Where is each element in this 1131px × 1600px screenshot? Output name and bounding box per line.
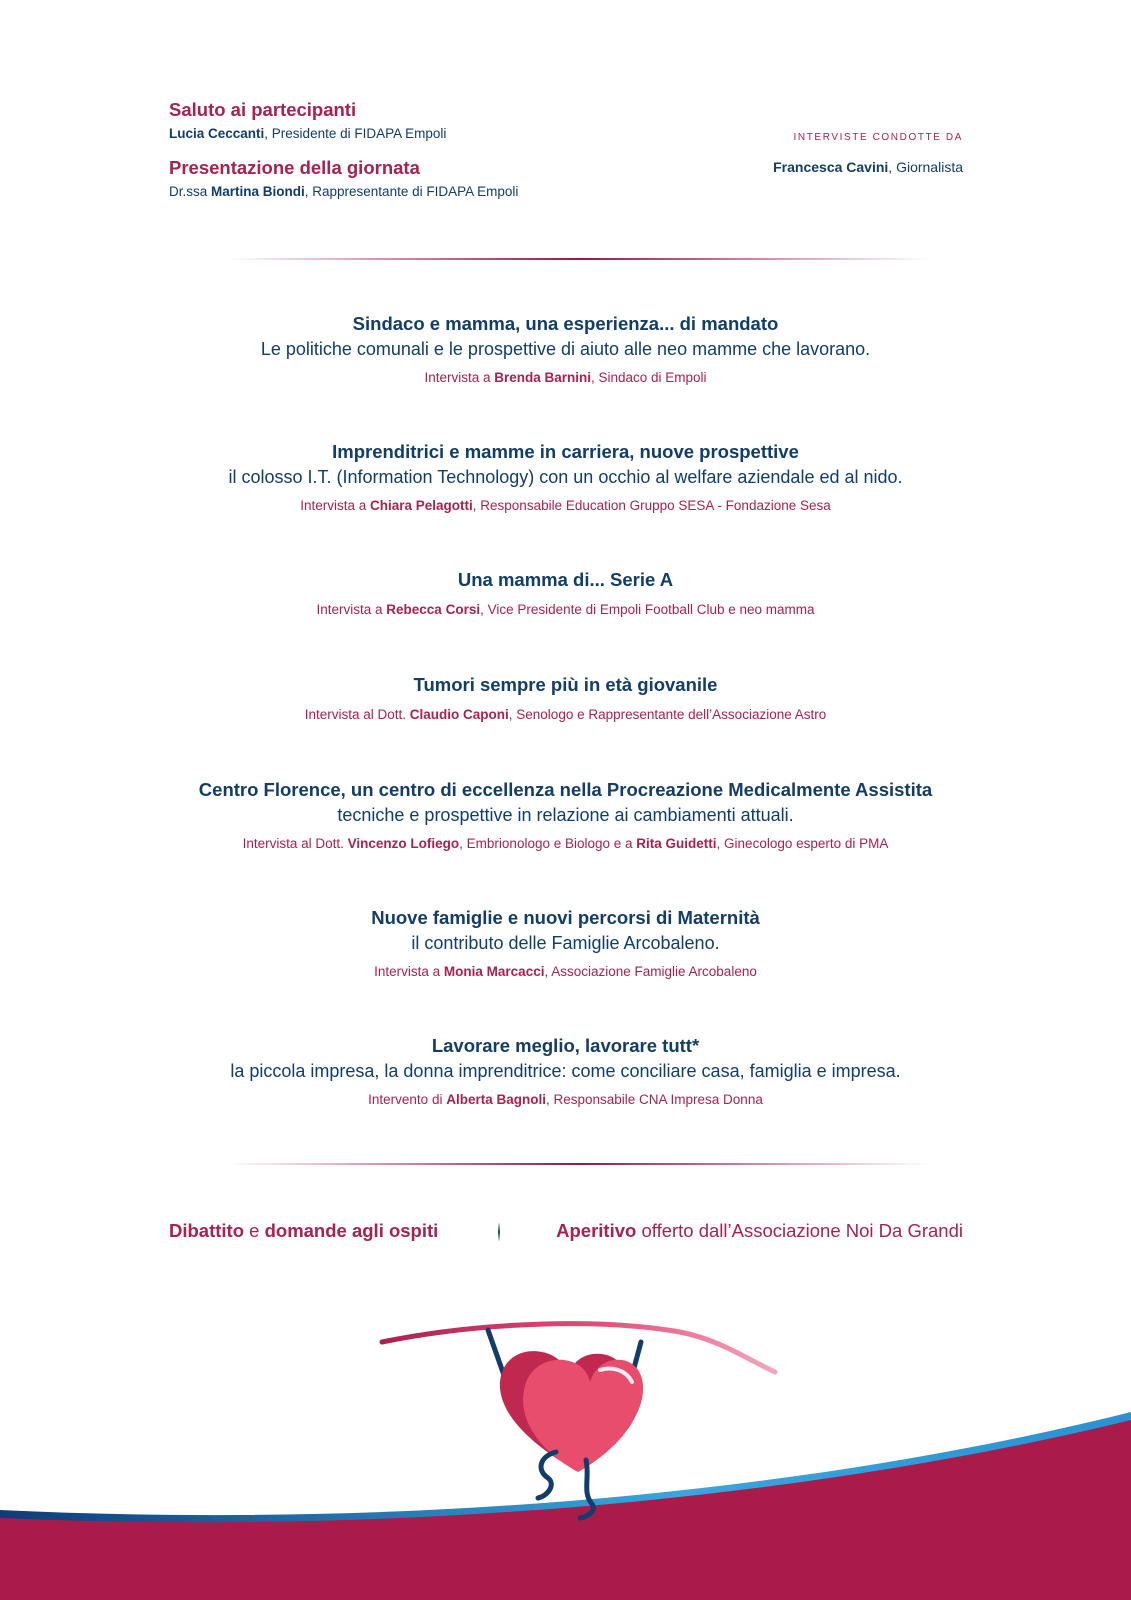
presentation-title: Presentazione della giornata <box>169 157 420 178</box>
guest-role-2: , Ginecologo esperto di PMA <box>716 836 889 851</box>
guest-name-2: Rita Guidetti <box>636 836 717 851</box>
program-item-guest <box>0 706 1131 724</box>
interviewer-name: Francesca Cavini <box>773 159 889 175</box>
aperitivo-text: offerto dall’Associazione Noi Da Grandi <box>636 1220 963 1241</box>
guest-prefix: Intervista al Dott. <box>242 836 348 851</box>
presentation-speaker-name: Martina Biondi <box>211 184 305 199</box>
guest-prefix: Intervista al Dott. <box>304 707 410 722</box>
guest-prefix: Intervista a <box>316 602 387 617</box>
debate-connector: e <box>244 1220 265 1241</box>
program-item-guest <box>0 601 1131 619</box>
program-item-description: il colosso I.T. (Information Technology) con un occhio al welfare aziendale ed al nido. <box>228 467 903 487</box>
program-item-guest <box>0 963 1131 981</box>
interviewer-section <box>643 131 963 176</box>
greeting-speaker-role: , Presidente di FIDAPA Empoli <box>264 126 447 141</box>
program-item-title: Sindaco e mamma, una esperienza... di mandato <box>352 313 779 334</box>
program-item-guest <box>0 835 1131 853</box>
debate-word: Dibattito <box>169 1220 245 1241</box>
heart-tightrope-icon <box>0 1300 1131 1600</box>
heart-front <box>523 1360 643 1472</box>
presentation-speaker-role: , Rappresentante di FIDAPA Empoli <box>304 184 519 199</box>
program-item-description: il contributo delle Famiglie Arcobaleno. <box>411 933 720 953</box>
program-item-guest <box>0 497 1131 515</box>
interviewer-role: , Giornalista <box>888 159 963 175</box>
program-item-description: tecniche e prospettive in relazione ai cambiamenti attuali. <box>337 805 794 825</box>
program-item-guest <box>0 369 1131 387</box>
program-item-title: Una mamma di... Serie A <box>457 569 674 590</box>
guest-name: Rebecca Corsi <box>386 602 481 617</box>
program-item-title: Tumori sempre più in età giovanile <box>413 674 718 695</box>
interviewer <box>643 158 963 176</box>
program-item <box>0 778 1131 853</box>
program-item-title: Nuove famiglie e nuovi percorsi di Maternità <box>371 907 760 928</box>
guest-name: Claudio Caponi <box>409 707 509 722</box>
guest-role: , Vice Presidente di Empoli Football Club e neo mamma <box>480 602 815 617</box>
closing-separator <box>498 1222 500 1242</box>
greeting-title: Saluto ai partecipanti <box>169 99 357 120</box>
interviews-label: INTERVISTE CONDOTTE DA <box>793 132 963 143</box>
guest-role: , Embrionologo e Biologo e a <box>459 836 637 851</box>
guest-prefix: Intervento di <box>368 1092 447 1107</box>
guest-role: , Associazione Famiglie Arcobaleno <box>544 964 757 979</box>
program-item <box>0 312 1131 387</box>
guest-name: Brenda Barnini <box>494 370 591 385</box>
top-divider <box>228 258 928 260</box>
greeting-speaker-name: Lucia Ceccanti <box>169 126 265 141</box>
presentation-speaker-prefix: Dr.ssa <box>169 184 212 199</box>
aperitivo-line <box>556 1219 963 1243</box>
guest-name: Alberta Bagnoli <box>446 1092 546 1107</box>
guest-role: , Responsabile Education Gruppo SESA - Fondazione Sesa <box>472 498 831 513</box>
presentation-speaker <box>169 183 729 201</box>
program-item-description: la piccola impresa, la donna imprenditrice: come conciliare casa, famiglia e impresa. <box>230 1061 901 1081</box>
program-item-description: Le politiche comunali e le prospettive di aiuto alle neo mamme che lavorano. <box>260 339 871 359</box>
guest-role: , Senologo e Rappresentante dell’Associazione Astro <box>508 707 827 722</box>
program-item <box>0 906 1131 981</box>
program-item <box>0 673 1131 724</box>
program-item <box>0 1034 1131 1109</box>
heart-leg-left <box>538 1452 556 1498</box>
program-item-title: Imprenditrici e mamme in carriera, nuove prospettive <box>332 441 799 462</box>
guest-prefix: Intervista a <box>300 498 370 513</box>
bottom-divider <box>228 1163 928 1165</box>
guest-role: , Sindaco di Empoli <box>591 370 707 385</box>
program-item <box>0 568 1131 619</box>
program-item-title: Lavorare meglio, lavorare tutt* <box>431 1035 700 1056</box>
guest-name: Monia Marcacci <box>443 964 545 979</box>
guest-name: Vincenzo Lofiego <box>347 836 460 851</box>
program-item <box>0 440 1131 515</box>
program-item-title: Centro Florence, un centro di eccellenza nella Procreazione Medicalmente Assistita <box>198 779 933 800</box>
questions-word: domande agli ospiti <box>264 1220 439 1241</box>
aperitivo-word: Aperitivo <box>556 1220 637 1241</box>
guest-role: , Responsabile CNA Impresa Donna <box>545 1092 763 1107</box>
guest-prefix: Intervista a <box>374 964 444 979</box>
program-item-guest <box>0 1091 1131 1109</box>
guest-name: Chiara Pelagotti <box>370 498 473 513</box>
guest-prefix: Intervista a <box>424 370 495 385</box>
debate-line <box>169 1219 438 1243</box>
